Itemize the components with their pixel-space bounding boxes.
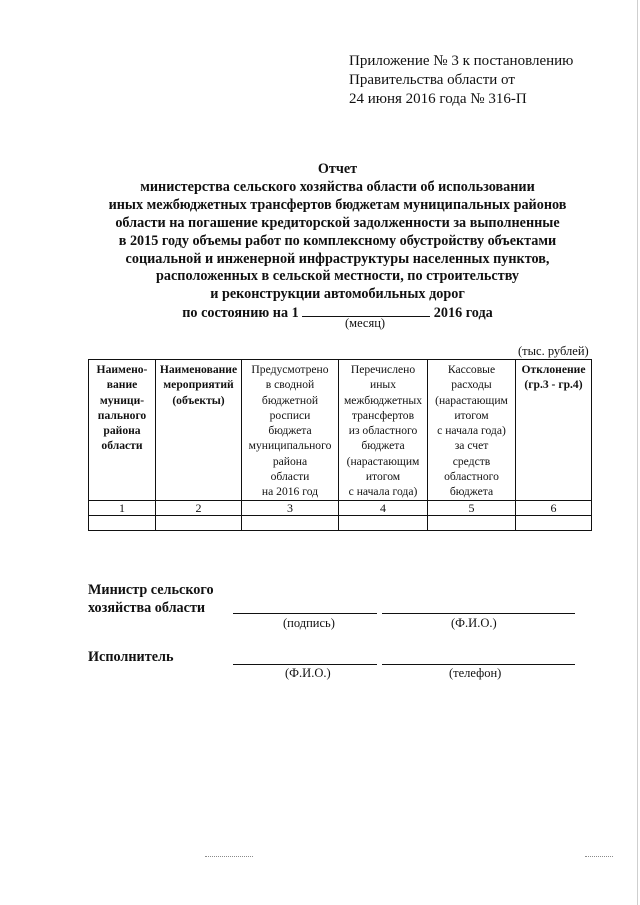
column-number: 5	[428, 500, 516, 515]
header-district: Наимено- вание муници- пального района области	[89, 360, 156, 501]
header-cash-expenses: Кассовые расходы (нарастающим итогом с начала года) за счет средств областного бюджета	[428, 360, 516, 501]
table-header-row	[89, 360, 592, 501]
executor-fio-hint: (Ф.И.О.)	[285, 666, 331, 680]
table-row	[89, 515, 592, 530]
column-number: 3	[242, 500, 339, 515]
header-transferred: Перечислено иных межбюджетных трансфертов из областного бюджета (нарастающим итогом с начала года)	[339, 360, 428, 501]
appendix-line-1: Приложение № 3 к постановлению	[349, 53, 574, 69]
executor-fio-line[interactable]	[233, 664, 377, 665]
date-suffix: 2016 года	[433, 305, 493, 322]
scan-artifact	[585, 856, 613, 859]
signature-line[interactable]	[233, 613, 377, 614]
units-label: (тыс. рублей)	[518, 344, 589, 358]
header-planned: Предусмотрено в сводной бюджетной росписи бюджета муниципального района области на 2016 год	[242, 360, 339, 501]
table-cell[interactable]	[156, 515, 242, 530]
scan-artifact	[205, 856, 253, 859]
title-line: социальной и инженерной инфраструктуры населенных пунктов,	[125, 250, 550, 267]
title-heading: Отчет	[317, 161, 358, 177]
column-number: 6	[516, 500, 592, 515]
minister-label: Министр сельского хозяйства области	[88, 582, 214, 616]
page-edge	[637, 0, 638, 905]
column-number: 1	[89, 500, 156, 515]
appendix-reference	[349, 52, 573, 109]
minister-fio-line[interactable]	[382, 613, 575, 614]
title-line: расположенных в сельской местности, по строительству	[156, 268, 519, 285]
appendix-line-3: 24 июня 2016 года № 316-П	[349, 91, 527, 107]
table-cell[interactable]	[242, 515, 339, 530]
table-cell[interactable]	[339, 515, 428, 530]
column-number: 4	[339, 500, 428, 515]
title-line: министерства сельского хозяйства области об использовании	[140, 178, 535, 195]
table-cell[interactable]	[516, 515, 592, 530]
table-cell[interactable]	[89, 515, 156, 530]
appendix-line-2: Правительства области от	[349, 72, 515, 88]
executor-label: Исполнитель	[88, 649, 174, 665]
month-hint: (месяц)	[345, 316, 386, 330]
report-table	[88, 359, 592, 531]
fio-hint: (Ф.И.О.)	[451, 616, 497, 630]
phone-hint: (телефон)	[449, 666, 502, 680]
title-line: иных межбюджетных трансфертов бюджетам муниципальных районов	[108, 196, 567, 213]
column-number: 2	[156, 500, 242, 515]
header-activities: Наименование мероприятий (объекты)	[156, 360, 242, 501]
header-deviation: Отклонение (гр.3 - гр.4)	[516, 360, 592, 501]
date-prefix: по состоянию на 1	[182, 305, 299, 322]
table-number-row	[89, 500, 592, 515]
title-line: и реконструкции автомобильных дорог	[210, 286, 465, 303]
table-cell[interactable]	[428, 515, 516, 530]
report-date-line	[60, 304, 615, 323]
title-line: в 2015 году объемы работ по комплексному обустройству объектами	[118, 232, 557, 249]
title-line: области на погашение кредиторской задолженности за выполненные	[115, 214, 560, 231]
signature-hint: (подпись)	[283, 616, 335, 630]
report-title	[60, 161, 615, 323]
phone-line[interactable]	[382, 664, 575, 665]
